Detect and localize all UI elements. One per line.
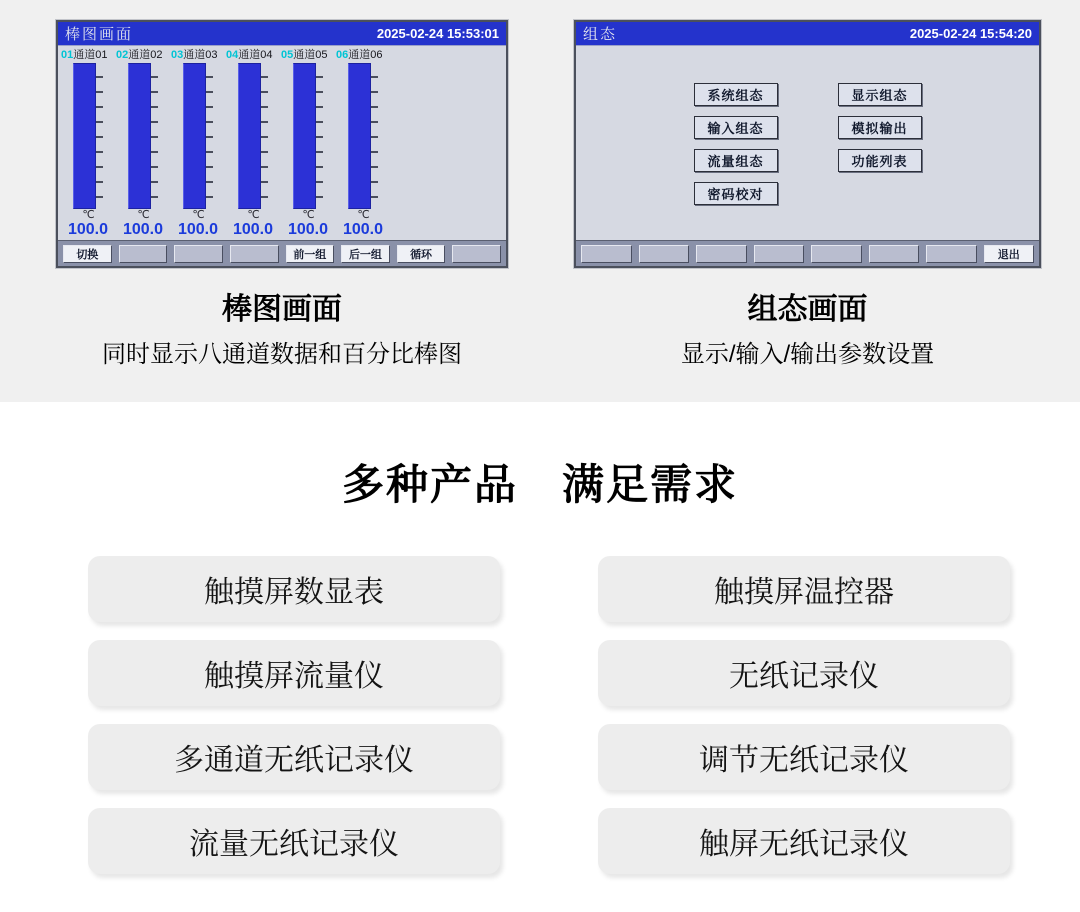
softkey-prev-group[interactable]: 前一组	[286, 245, 335, 263]
config-title: 组态	[583, 26, 618, 43]
channel-number: 04	[226, 49, 239, 61]
channel-number: 03	[171, 49, 184, 61]
channel-bars	[58, 46, 506, 239]
channel-bar	[73, 63, 116, 209]
bar-scale-ticks	[96, 63, 103, 209]
channel-unit: ℃	[302, 209, 315, 221]
cfg-input-button[interactable]: 输入组态	[694, 116, 778, 139]
channel-unit: ℃	[137, 209, 150, 221]
product-pill[interactable]: 多通道无纸记录仪	[88, 724, 500, 790]
softkey-empty	[696, 245, 747, 263]
channel-name: 通道03	[183, 49, 218, 61]
hero-section	[0, 0, 1080, 402]
bar-scale-ticks	[206, 63, 213, 209]
config-body	[576, 46, 1039, 240]
channel-number: 05	[281, 49, 294, 61]
product-pill[interactable]: 调节无纸记录仪	[598, 724, 1010, 790]
caption-title: 棒图画面	[222, 293, 342, 326]
softkey-empty	[119, 245, 168, 263]
bar-scale-ticks	[261, 63, 268, 209]
softkey-empty	[811, 245, 862, 263]
channel-label	[116, 48, 171, 63]
bar-screen-timestamp: 2025-02-24 15:53:01	[376, 26, 499, 41]
channel-column	[226, 48, 281, 239]
softkey-switch[interactable]: 切换	[63, 245, 112, 263]
channel-label	[171, 48, 226, 63]
channel-bar	[183, 63, 226, 209]
product-pill[interactable]: 无纸记录仪	[598, 640, 1010, 706]
channel-name: 通道01	[73, 49, 108, 61]
softkey-empty	[639, 245, 690, 263]
cfg-function-list-button[interactable]: 功能列表	[838, 149, 922, 172]
channel-column	[336, 48, 391, 239]
cfg-system-button[interactable]: 系统组态	[694, 83, 778, 106]
channel-value: 100.0	[342, 221, 384, 238]
softkey-empty	[869, 245, 920, 263]
cfg-analog-output-button[interactable]: 模拟输出	[838, 116, 922, 139]
channel-bar	[238, 63, 281, 209]
cfg-password-button[interactable]: 密码校对	[694, 182, 778, 205]
channel-name: 通道04	[238, 49, 273, 61]
channel-unit: ℃	[82, 209, 95, 221]
bar-graph-screen	[56, 20, 508, 268]
channel-value: 100.0	[122, 221, 164, 238]
bar-scale-ticks	[371, 63, 378, 209]
caption-subtitle: 同时显示八通道数据和百分比棒图	[102, 341, 462, 368]
bar-screen-body	[58, 46, 506, 240]
bar-fill	[293, 63, 316, 209]
bar-fill	[183, 63, 206, 209]
channel-name: 通道02	[128, 49, 163, 61]
product-pill[interactable]: 触摸屏流量仪	[88, 640, 500, 706]
bar-scale-ticks	[151, 63, 158, 209]
device-screenshots-row	[0, 0, 1080, 268]
channel-column	[116, 48, 171, 239]
caption-title: 组态画面	[747, 293, 868, 326]
softkey-empty	[581, 245, 632, 263]
config-titlebar	[576, 22, 1039, 46]
product-pill[interactable]: 触摸屏温控器	[598, 556, 1010, 622]
product-pill[interactable]: 触屏无纸记录仪	[598, 808, 1010, 874]
softkey-empty	[230, 245, 279, 263]
channel-number: 06	[336, 49, 349, 61]
channel-value: 100.0	[177, 221, 219, 238]
bar-fill	[73, 63, 96, 209]
channel-bar	[348, 63, 391, 209]
channel-column	[61, 48, 116, 239]
channel-value: 100.0	[232, 221, 274, 238]
softkey-exit[interactable]: 退出	[984, 245, 1035, 263]
softkey-bar	[576, 240, 1039, 266]
caption-subtitle: 显示/输入/输出参数设置	[680, 341, 935, 368]
config-menu-right-column	[838, 83, 922, 205]
config-menu	[576, 46, 1039, 205]
channel-label	[226, 48, 281, 63]
config-menu-left-column	[694, 83, 778, 205]
config-screen	[574, 20, 1041, 268]
cfg-flow-button[interactable]: 流量组态	[694, 149, 778, 172]
bar-fill	[128, 63, 151, 209]
bar-screen-titlebar	[58, 22, 506, 46]
config-timestamp: 2025-02-24 15:54:20	[909, 26, 1032, 41]
softkey-next-group[interactable]: 后一组	[341, 245, 390, 263]
channel-column	[171, 48, 226, 239]
channel-unit: ℃	[247, 209, 260, 221]
captions-row	[0, 284, 1080, 369]
products-section	[0, 402, 1080, 874]
softkey-empty	[452, 245, 501, 263]
bar-screen-caption	[56, 284, 508, 369]
channel-number: 02	[116, 49, 129, 61]
channel-bar	[293, 63, 336, 209]
softkey-cycle[interactable]: 循环	[397, 245, 446, 263]
channel-label	[336, 48, 391, 63]
channel-bar	[128, 63, 171, 209]
bar-fill	[238, 63, 261, 209]
products-heading: 多种产品 满足需求	[341, 461, 738, 508]
softkey-empty	[754, 245, 805, 263]
softkey-empty	[926, 245, 977, 263]
channel-label	[61, 48, 116, 63]
bar-scale-ticks	[316, 63, 323, 209]
channel-value: 100.0	[287, 221, 329, 238]
channel-name: 通道06	[348, 49, 383, 61]
channel-number: 01	[61, 49, 74, 61]
channel-label	[281, 48, 336, 63]
channel-column	[281, 48, 336, 239]
product-pill[interactable]: 流量无纸记录仪	[88, 808, 500, 874]
bar-screen-title: 棒图画面	[65, 26, 134, 43]
channel-unit: ℃	[357, 209, 370, 221]
cfg-display-button[interactable]: 显示组态	[838, 83, 922, 106]
channel-unit: ℃	[192, 209, 205, 221]
softkey-empty	[174, 245, 223, 263]
softkey-bar	[58, 240, 506, 266]
channel-value: 100.0	[67, 221, 109, 238]
product-pill[interactable]: 触摸屏数显表	[88, 556, 500, 622]
channel-name: 通道05	[293, 49, 328, 61]
config-screen-caption	[574, 284, 1041, 369]
product-grid	[88, 556, 1010, 874]
bar-fill	[348, 63, 371, 209]
